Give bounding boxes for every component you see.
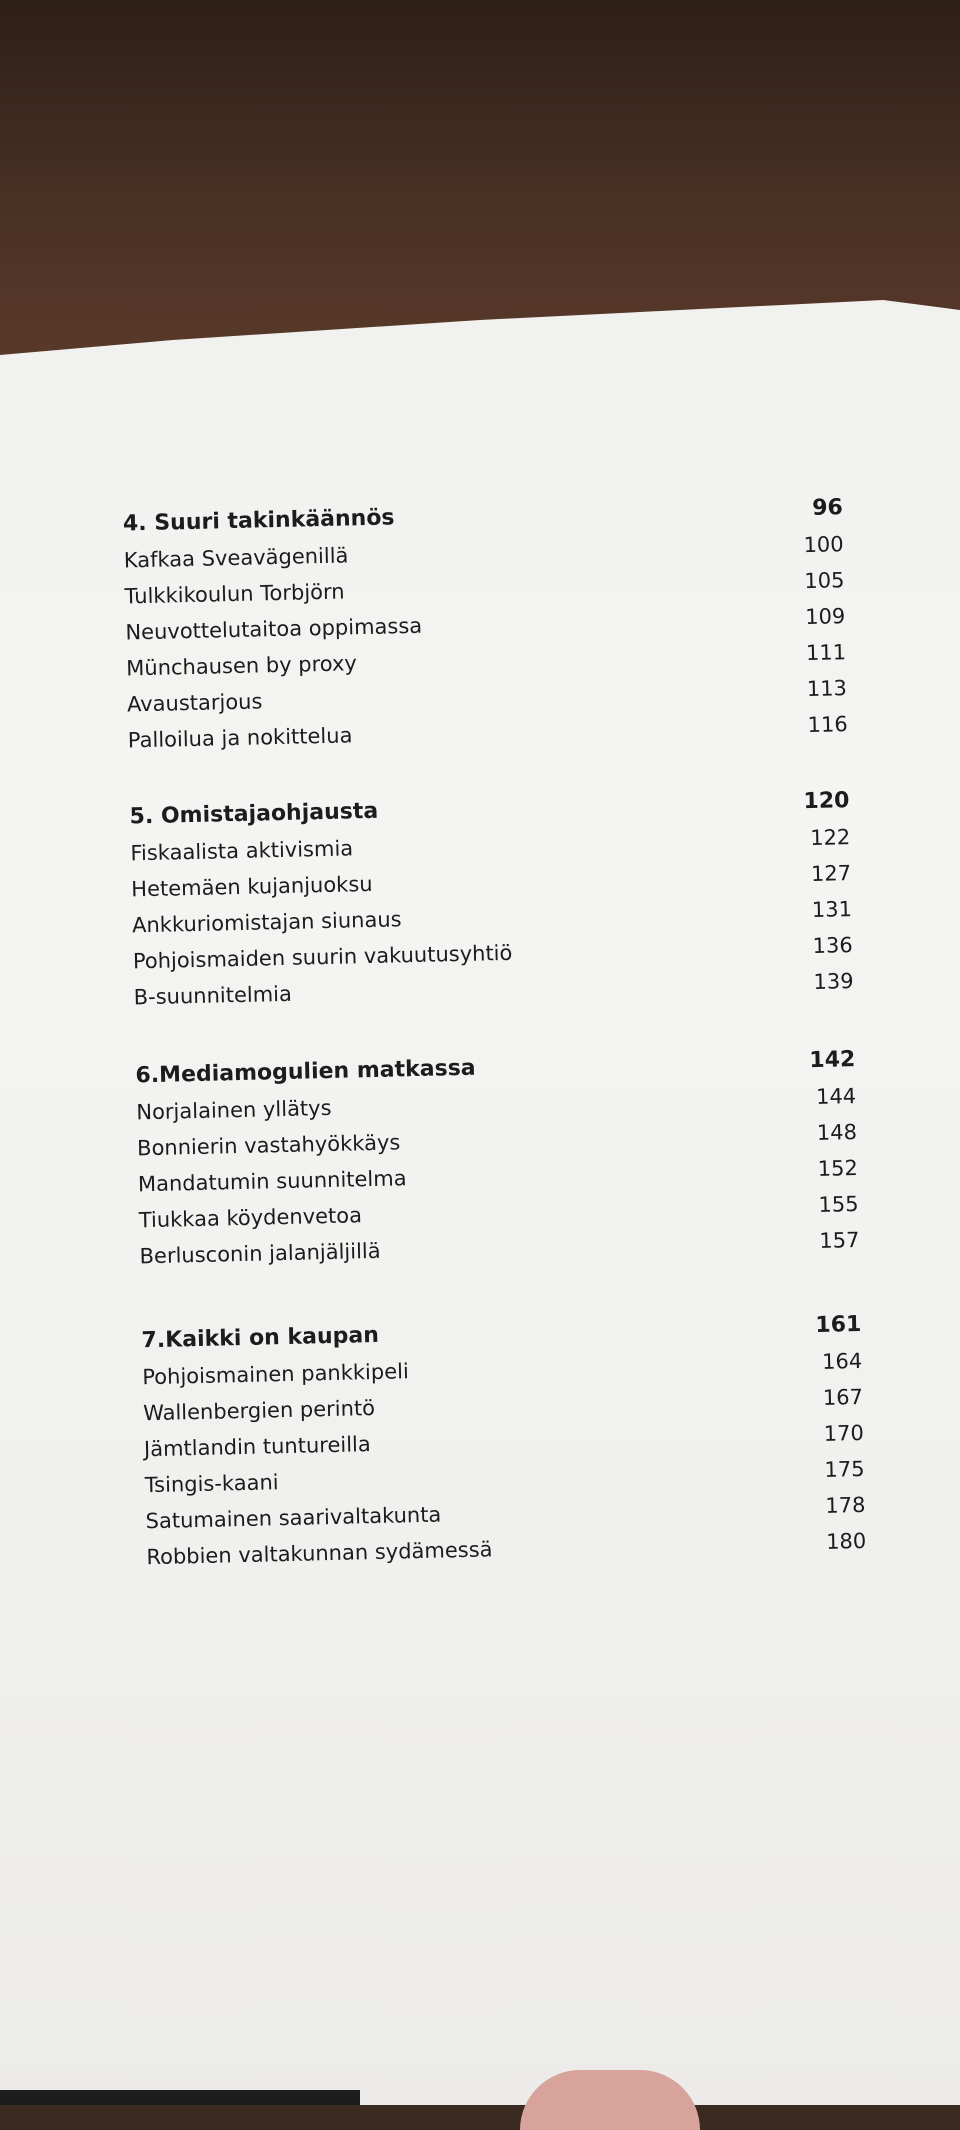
entry-page: 157 [819, 1227, 860, 1253]
entry-title: Tsingis-kaani [144, 1470, 279, 1498]
entry-title: Norjalainen yllätys [136, 1095, 332, 1125]
entry-page: 131 [811, 897, 853, 922]
entry-title: Pohjoismaiden suurin vakuutusyhtiö [132, 940, 513, 974]
chapter-page: 161 [815, 1311, 862, 1339]
entry-title: Avaustarjous [126, 689, 263, 717]
entry-page: 100 [803, 532, 844, 558]
chapter-title: 4. Suuri takinkäännös [122, 505, 395, 537]
entry-title: Fiskaalista aktivismia [130, 836, 354, 866]
entry-page: 111 [805, 640, 847, 666]
entry-page: 178 [825, 1492, 866, 1518]
entry-title: Kafkaa Sveavägenillä [123, 543, 349, 573]
entry-title: Jämtlandin tuntureilla [143, 1432, 371, 1462]
entry-title: Wallenbergien perintö [142, 1396, 376, 1426]
chapter-page: 142 [809, 1047, 856, 1074]
entry-page: 148 [816, 1120, 858, 1145]
finger [520, 2070, 700, 2130]
chapter-title: 7.Kaikki on kaupan [141, 1322, 380, 1354]
chapter-title: 6.Mediamogulien matkassa [135, 1055, 476, 1089]
entry-title: Robbien valtakunnan sydämessä [146, 1537, 493, 1570]
entry-title: Berlusconin jalanjäljillä [139, 1238, 381, 1269]
entry-title: Neuvottelutaitoa oppimassa [125, 613, 423, 645]
chapter-page: 96 [811, 495, 844, 521]
entry-title: Tiukkaa köydenvetoa [138, 1203, 363, 1233]
entry-page: 136 [812, 933, 853, 958]
entry-page: 105 [804, 568, 845, 594]
entry-page: 170 [823, 1420, 865, 1446]
page-bottom-edge [0, 2090, 360, 2105]
entry-title: Ankkuriomistajan siunaus [131, 907, 402, 938]
chapter-page: 120 [803, 788, 850, 815]
entry-page: 139 [813, 969, 854, 994]
entry-page: 152 [817, 1156, 859, 1181]
chapter-title: 5. Omistajaohjausta [129, 798, 379, 830]
entry-title: Hetemäen kujanjuoksu [130, 871, 373, 902]
entry-title: Satumainen saarivaltakunta [145, 1502, 442, 1534]
entry-title: B-suunnitelmia [133, 981, 293, 1010]
entry-page: 155 [818, 1191, 859, 1217]
entry-page: 175 [824, 1456, 865, 1482]
entry-title: Mandatumin suunnitelma [137, 1166, 407, 1197]
entry-page: 164 [821, 1348, 863, 1374]
entry-page: 113 [806, 676, 848, 702]
entry-page: 116 [807, 712, 848, 738]
entry-title: Palloilua ja nokittelua [127, 723, 353, 753]
entry-page: 144 [815, 1084, 857, 1109]
entry-page: 180 [825, 1528, 867, 1554]
entry-page: 167 [822, 1384, 864, 1410]
entry-page: 109 [804, 604, 846, 630]
entry-page: 122 [809, 825, 851, 850]
entry-title: Pohjoismainen pankkipeli [142, 1359, 410, 1390]
entry-page: 127 [810, 861, 852, 886]
entry-title: Münchausen by proxy [125, 651, 358, 681]
entry-title: Tulkkikoulun Torbjörn [124, 579, 345, 609]
entry-title: Bonnierin vastahyökkäys [136, 1130, 401, 1161]
